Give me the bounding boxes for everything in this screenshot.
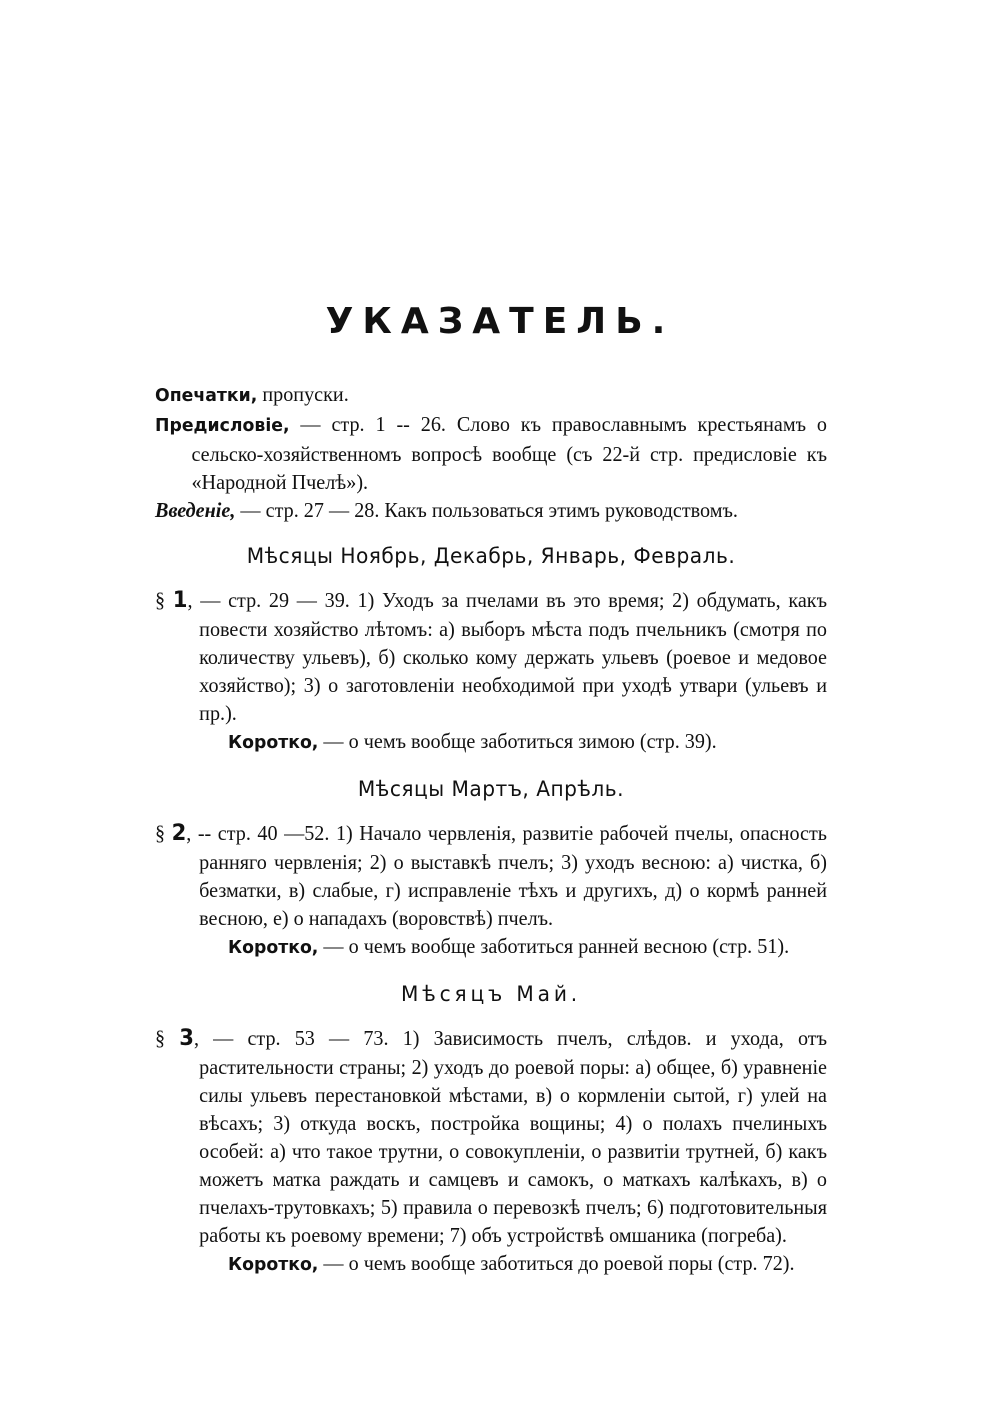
section-sign: §	[155, 821, 172, 845]
section-number: 2	[171, 821, 187, 846]
summary-heading: Коротко,	[227, 937, 319, 958]
index-content	[155, 380, 827, 1279]
page-title: УКАЗАТЕЛЬ.	[325, 301, 675, 342]
summary-text: — о чемъ вообще заботиться ранней весною (стр. 51).	[318, 934, 790, 958]
section-3-summary	[155, 1249, 827, 1279]
preface-text: — стр. 1 -- 26. Слово къ православнымъ крестьянамъ о сельско-хозяйственномъ вопросѣ вообще (съ 22-й стр. предисловіе къ «Народной Пчелѣ»).	[191, 412, 828, 494]
section-text: , — стр. 53 — 73. 1) Зависимость пчелъ, слѣдов. и ухода, отъ растительности страны; 2) уходъ до роевой поры: а) общее, б) уравненіе силы ульевъ перестановкой мѣстами, в) о кормленіи сытой, г) улей на вѣсахъ; 3) откуда воскъ, постройка вощины; 4) о полахъ пчелиныхъ особей: а) что такое трутни, о совокупленіи, о развитіи трутней, б) какъ можетъ матка раждать и самцевъ и самокъ, о маткахъ калѣкахъ, в) о пчелахъ-трутовкахъ; 5) правила о перевозкѣ пчелъ; 6) подготовительныя работы къ роевому времени; 7) объ устройствѣ омшаника (погреба).	[193, 1026, 827, 1247]
introduction-heading: Введеніе,	[155, 498, 236, 522]
section-sign: §	[155, 1026, 180, 1050]
errata-text: пропуски.	[257, 382, 349, 406]
section-sign: §	[155, 588, 173, 612]
introduction-text: — стр. 27 — 28. Какъ пользоваться этимъ руководствомъ.	[235, 498, 738, 522]
month-heading-may: Мѣсяцъ Май.	[400, 982, 582, 1006]
summary-heading: Коротко,	[227, 732, 319, 753]
section-2-entry	[155, 819, 827, 932]
section-1-summary	[155, 727, 827, 757]
errata-heading: Опечатки,	[155, 385, 258, 406]
summary-text: — о чемъ вообще заботиться до роевой поры (стр. 72).	[318, 1251, 795, 1275]
section-text: , -- стр. 40 —52. 1) Начало червленія, развитіе рабочей пчелы, опасность ранняго червленія; 2) о выставкѣ пчелъ; 3) уходъ весною: а) чистка, б) безматки, в) слабые, г) исправленіе тѣхъ и другихъ, д) о кормѣ ранней весною, е) о нападахъ (воровствѣ) пчелъ.	[186, 821, 828, 930]
summary-text: — о чемъ вообще заботиться зимою (стр. 39).	[318, 729, 717, 753]
section-text: , — стр. 29 — 39. 1) Уходъ за пчелами въ это время; 2) обдумать, какъ повести хозяйство лѣтомъ: а) выборъ мѣста подъ пчельникъ (смотря по количеству ульевъ), б) сколько кому держать ульевъ (роевое и медовое хозяйство); 3) о заготовленіи необходимой при уходѣ утвари (ульевъ и пр.).	[187, 588, 828, 725]
section-number: 3	[179, 1026, 194, 1051]
preface-entry	[155, 410, 827, 496]
section-2-summary	[155, 932, 827, 962]
month-heading-winter: Мѣсяцы Ноябрь, Декабрь, Январь, Февраль.	[246, 544, 736, 568]
section-3-entry	[155, 1024, 827, 1249]
section-1-entry	[155, 586, 827, 727]
introduction-entry	[155, 496, 827, 524]
month-heading-spring: Мѣсяцы Мартъ, Апрѣль.	[357, 777, 625, 801]
summary-heading: Коротко,	[227, 1254, 319, 1275]
preface-heading: Предисловіе,	[155, 415, 290, 436]
section-number: 1	[172, 588, 188, 613]
errata-entry	[155, 380, 827, 410]
